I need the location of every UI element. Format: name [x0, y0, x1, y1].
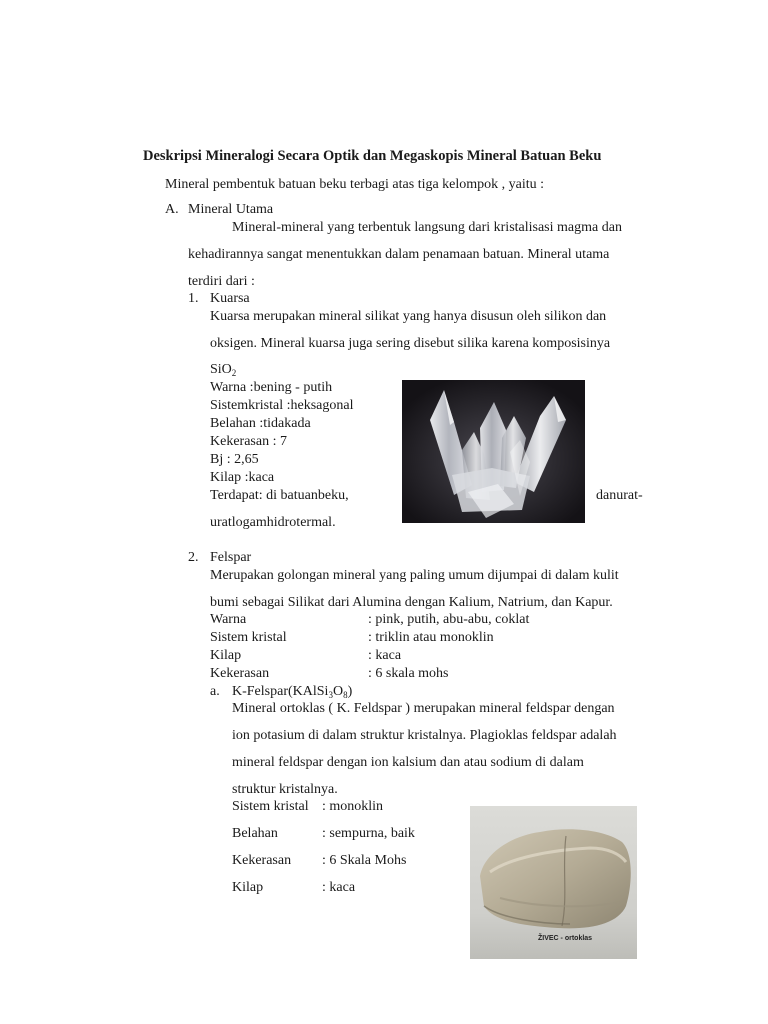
felspar-prop-value: : kaca: [368, 648, 402, 663]
felspar-para-line: bumi sebagai Silikat dari Alumina dengan Kalium, Natrium, dan Kapur.: [210, 595, 613, 610]
intro-text: Mineral pembentuk batuan beku terbagi atas tiga kelompok , yaitu :: [165, 177, 545, 192]
kfelspar-prop-value: : 6 Skala Mohs: [322, 853, 407, 868]
kfelspar-para-line: struktur kristalnya.: [232, 782, 338, 797]
kuarsa-prop-warna: Warna :bening - putih: [210, 380, 333, 395]
orthoclase-rock-photo: [470, 806, 637, 959]
kuarsa-prop-belahan: Belahan :tidakada: [210, 416, 311, 431]
felspar-marker: 2.: [188, 550, 199, 565]
felspar-prop-label: Sistem kristal: [210, 630, 287, 645]
section-a-para-line: terdiri dari :: [188, 274, 255, 289]
kfelspar-heading-sub2: 8: [343, 690, 348, 700]
felspar-prop-value: : 6 skala mohs: [368, 666, 449, 681]
kfelspar-para-line: mineral feldspar dengan ion kalsium dan atau sodium di dalam: [232, 755, 584, 770]
kfelspar-para-line: Mineral ortoklas ( K. Feldspar ) merupakan mineral feldspar dengan: [232, 701, 615, 716]
kuarsa-heading: Kuarsa: [210, 291, 250, 306]
kuarsa-para-line: oksigen. Mineral kuarsa juga sering disebut silika karena komposisinya: [210, 336, 611, 351]
kuarsa-prop-bj: Bj : 2,65: [210, 452, 259, 467]
section-a-para-line: kehadirannya sangat menentukkan dalam penamaan batuan. Mineral utama: [188, 247, 610, 262]
kfelspar-prop-label: Kilap: [232, 880, 264, 895]
felspar-prop-label: Warna: [210, 612, 247, 627]
section-a-heading: Mineral Utama: [188, 202, 274, 217]
kuarsa-formula-base: SiO: [210, 362, 232, 377]
kuarsa-terdapat-right: danurat-: [596, 488, 643, 503]
felspar-heading: Felspar: [210, 550, 252, 565]
felspar-para-line: Merupakan golongan mineral yang paling umum dijumpai di dalam kulit: [210, 568, 619, 583]
rock-photo-caption: ŽIVEC - ortoklas: [538, 935, 593, 942]
kuarsa-formula-sub: 2: [231, 368, 237, 378]
kfelspar-heading-mid: O: [332, 684, 344, 699]
section-a-marker: A.: [165, 202, 179, 217]
kuarsa-terdapat: Terdapat: di batuanbeku,: [210, 488, 349, 503]
document-title: Deskripsi Mineralogi Secara Optik dan Megaskopis Mineral Batuan Beku: [143, 148, 602, 164]
kfelspar-prop-label: Kekerasan: [232, 853, 292, 868]
kuarsa-para-line: Kuarsa merupakan mineral silikat yang hanya disusun oleh silikon dan: [210, 309, 607, 324]
section-a-para-line: Mineral-mineral yang terbentuk langsung dari kristalisasi magma dan: [232, 220, 622, 235]
kuarsa-prop-sistem: Sistemkristal :heksagonal: [210, 398, 354, 413]
felspar-prop-label: Kilap: [210, 648, 242, 663]
kuarsa-marker: 1.: [188, 291, 199, 306]
kfelspar-prop-label: Sistem kristal: [232, 799, 309, 814]
kfelspar-prop-value: : kaca: [322, 880, 356, 895]
kuarsa-prop-kilap: Kilap :kaca: [210, 470, 275, 485]
kfelspar-prop-value: : sempurna, baik: [322, 826, 415, 841]
kuarsa-formula: [210, 361, 236, 379]
felspar-prop-label: Kekerasan: [210, 666, 270, 681]
kfelspar-para-line: ion potasium di dalam struktur kristalnya. Plagioklas feldspar adalah: [232, 728, 617, 743]
quartz-crystal-photo: [402, 380, 585, 523]
kfelspar-heading-post: ): [347, 684, 353, 699]
kfelspar-heading: [232, 683, 352, 701]
kuarsa-terdapat-cont: uratlogamhidrotermal.: [210, 515, 336, 530]
felspar-prop-value: : pink, putih, abu-abu, coklat: [368, 612, 530, 627]
kfelspar-marker: a.: [210, 684, 220, 699]
kuarsa-prop-kekerasan: Kekerasan : 7: [210, 434, 287, 449]
kfelspar-prop-label: Belahan: [232, 826, 278, 841]
kfelspar-heading-pre: K-Felspar(KAlSi: [232, 684, 329, 699]
kfelspar-prop-value: : monoklin: [322, 799, 384, 814]
kfelspar-heading-sub1: 3: [328, 690, 333, 700]
felspar-prop-value: : triklin atau monoklin: [368, 630, 494, 645]
